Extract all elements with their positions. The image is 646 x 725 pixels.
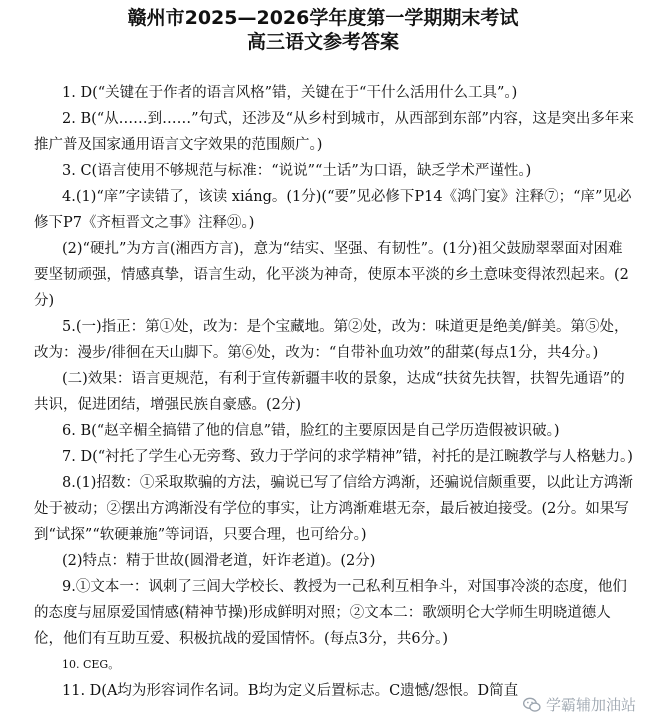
answer-item: 8.(1)招数：①采取欺骗的方法，骗说已写了信给方鸿渐，还骗说信颇重要，以此让方鸿渐处于被动；②摆出方鸿渐没有学位的事实，让方鸿渐难堪无奈，最后被迫接受。(2分。如果写到“试探”“软硬兼施”等词语，只要合理，也可给分。) bbox=[34, 475, 633, 543]
answer-item: 4.(1)“庠”字读错了，该读 xiáng。(1分)(“要”见必修下P14《鸿门宴》注释⑦；“庠”见必修下P7《齐桓晋文之事》注释㉑。) bbox=[34, 189, 632, 231]
answer-item: 10. CEG。 bbox=[62, 658, 120, 671]
page-title: 赣州市2025—2026学年度第一学期期末考试 bbox=[127, 7, 519, 29]
answer-item: (2)“硬扎”为方言(湘西方言)，意为“结实、坚强、有韧性”。(1分)祖父鼓励翠翠面对困难要坚韧顽强，情感真挚，语言生动，化平淡为神奇，使原本平淡的乡土意味变得浓烈起来。(2分) bbox=[34, 241, 629, 309]
answer-item: 1. D(“关键在于作者的语言风格”错，关键在于“干什么活用什么工具”。) bbox=[62, 85, 518, 101]
answer-list bbox=[34, 80, 634, 704]
watermark bbox=[520, 694, 638, 715]
page-subtitle: 高三语文参考答案 bbox=[246, 31, 399, 53]
answer-item: 11. D(A均为形容词作名词。B均为定义后置标志。C遗憾/怨恨。D简直 bbox=[62, 683, 519, 699]
answer-item: 9.①文本一：讽刺了三闾大学校长、教授为一己私利互相争斗，对国事冷淡的态度，他们的态度与屈原爱国情感(精神节操)形成鲜明对照；②文本二：歌颂明仑大学师生明晓道德人伦，他们有互助互爱、积极抗战的爱国情怀。(每点3分，共6分。) bbox=[34, 579, 627, 647]
answer-item: 3. C(语言使用不够规范与标准：“说说”“土话”为口语，缺乏学术严谨性。) bbox=[62, 163, 532, 179]
answer-item: (2)特点：精于世故(圆滑老道，奸诈老道)。(2分) bbox=[62, 553, 376, 569]
answer-item: 2. B(“从……到……”句式，还涉及“从乡村到城市，从西部到东部”内容，这是突出多年来推广普及国家通用语言文字效果的范围颇广。) bbox=[34, 111, 634, 153]
answer-item: 5.(一)指正：第①处，改为：是个宝藏地。第②处，改为：味道更是绝美/鲜美。第⑤处，改为：漫步/徘徊在天山脚下。第⑥处，改为：“自带补血功效”的甜菜(每点1分，共4分。) bbox=[34, 319, 629, 361]
watermark-text: 学霸辅加油站 bbox=[545, 696, 636, 714]
answer-item: 7. D(“衬托了学生心无旁骛、致力于学问的求学精神”错，衬托的是江畹教学与人格魅力。) bbox=[62, 449, 633, 465]
wechat-icon bbox=[522, 695, 542, 715]
answer-item: 6. B(“赵辛楣全搞错了他的信息”错，脸红的主要原因是自己学历造假被识破。) bbox=[62, 423, 560, 439]
answer-item: (二)效果：语言更规范，有利于宣传新疆丰收的景象，达成“扶贫先扶智，扶智先通语”的共识，促进团结，增强民族自豪感。(2分) bbox=[34, 371, 625, 413]
